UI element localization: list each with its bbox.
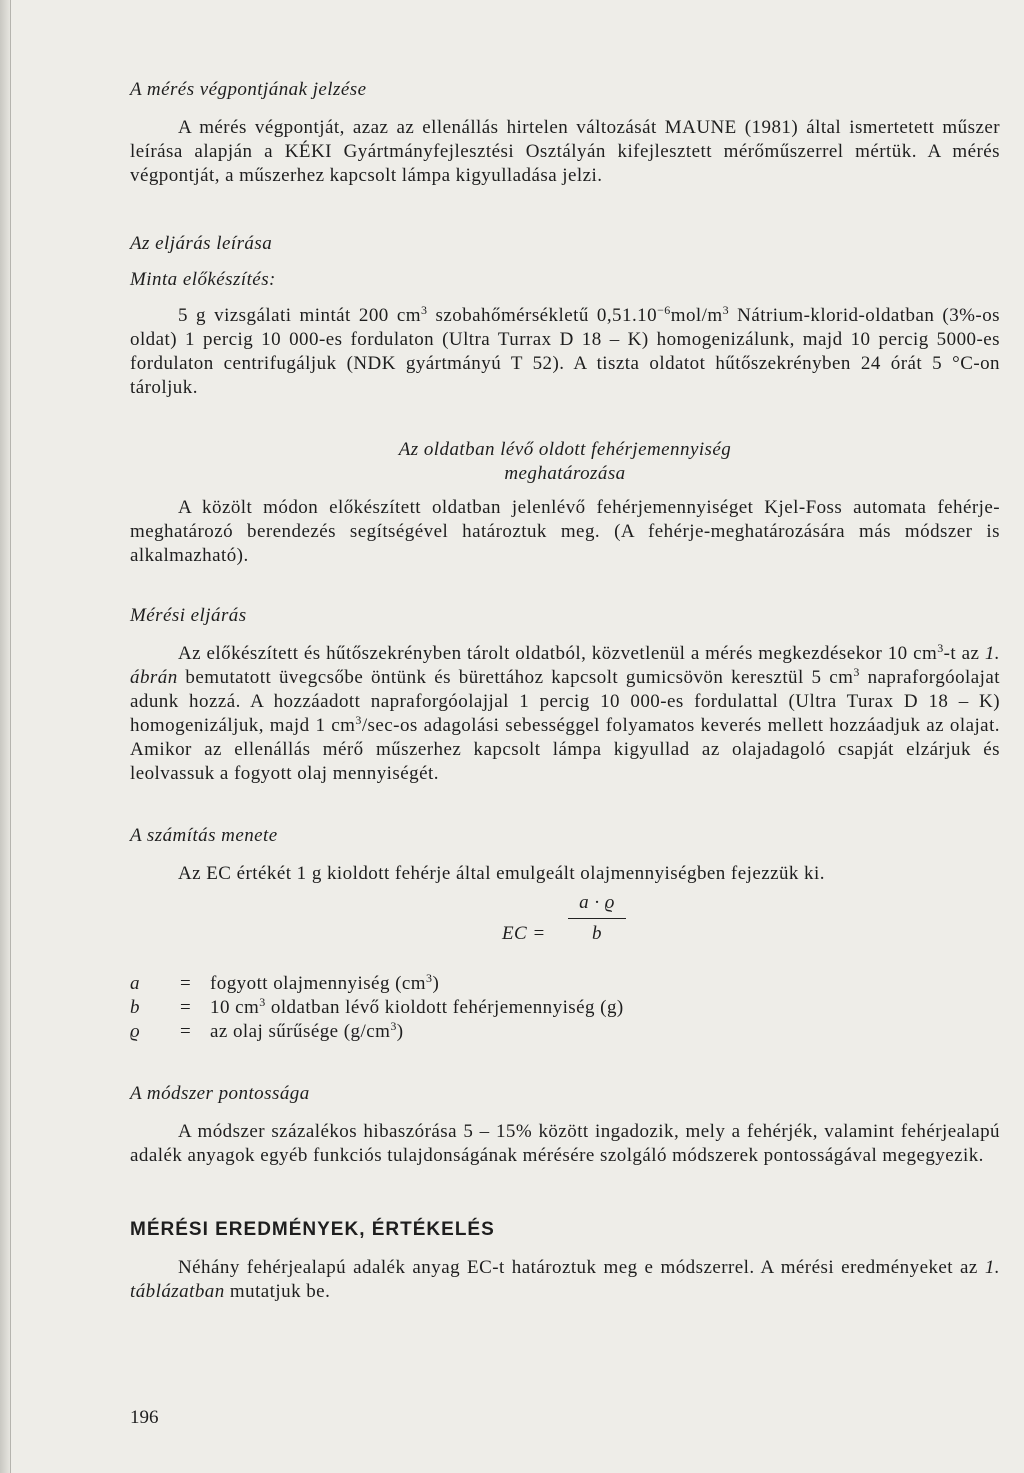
- section-title-accuracy: A módszer pontossága: [130, 1083, 310, 1104]
- variable-legend: [130, 972, 1000, 1044]
- section-title-protein-line1: Az oldatban lévő oldott fehérjemennyiség: [398, 439, 732, 460]
- paragraph-protein: A közölt módon előkészített oldatban jelenlévő fehérjemennyiséget Kjel-Foss automata fehérje-meghatározó berendezés segítségével határoztuk meg. (A fehérje-meghatározására más módszer is alkalmazható).: [130, 497, 1000, 566]
- legend-row: ϱ = az olaj sűrűsége $(g/cm^3)$: [130, 1019, 404, 1042]
- subtitle-sample-prep: Minta előkészítés:: [130, 269, 276, 290]
- section-title-procedure: Az eljárás leírása: [130, 233, 273, 254]
- section-title-measurement: Mérési eljárás: [130, 605, 247, 626]
- formula-fraction: [566, 886, 628, 949]
- section-title-endpoint: A mérés végpontjának jelzése: [130, 79, 367, 100]
- paragraph-accuracy: A módszer százalékos hibaszórása 5 – 15% között ingadozik, mely a fehérjék, valamint fehérjealapú adalék anyagok egyéb funkciós tulajdonságának mérésére szolgáló módszerek pontosságával megegyezik.: [130, 1121, 1000, 1166]
- page-content: [130, 78, 1000, 1304]
- table-reference: 1. táblázatban: [130, 1257, 1000, 1302]
- page-number: 196: [130, 1407, 159, 1428]
- paragraph-results: Néhány fehérjealapú adalék anyag EC-t határoztuk meg e módszerrel. A mérési eredményeket az 1. táblázatban mutatjuk be.: [130, 1257, 1000, 1302]
- paragraph-endpoint: A mérés végpontját, azaz az ellenállás hirtelen változását MAUNE (1981) által ismertetett műszer leírása alapján a KÉKI Gyártmányfejlesztési Osztályán kifejlesztett mérőműszerrel mértük. A mérés végpontját, a műszerhez kapcsolt lámpa kigyulladása jelzi.: [130, 117, 1000, 186]
- paragraph-measurement: Az előkészített és hűtőszekrényben tárolt oldatból, közvetlenül a mérés megkezdésekor 10 $cm^3-t$ az 1. ábrán bemutatott üvegcsőbe öntünk és bürettához kapcsolt gumicsövön keresztül 5 $cm^3$ napraforgóolajat adunk hozzá. A hozzáadott napraforgóolajjal 1 percig 10 000-es fordulattal (Ultra Turax D 18 – K) homogenizáljuk, majd 1 $cm^3/\sec-os$ adagolási sebességgel folyamatos keverés mellett hozzáadjuk az olajat. Amikor az ellenállás mérő műszerhez kapcsolt lámpa kigyullad az olajadagoló csapját elzárjuk és leolvassuk a fogyott olaj mennyiségét.: [130, 641, 1001, 784]
- section-title-calculation: A számítás menete: [130, 825, 278, 846]
- ec-formula: [130, 886, 1000, 960]
- formula-lhs: EC =: [502, 923, 546, 944]
- legend-row: b = 10 $cm^3$ oldatban lévő kioldott fehérjemennyiség (g): [130, 995, 624, 1018]
- paragraph-calculation: Az EC értékét 1 g kioldott fehérje által emulgeált olajmennyiségben fejezzük ki.: [178, 863, 825, 884]
- figure-reference: 1. ábrán: [130, 643, 1000, 688]
- formula-numerator: a · ϱ: [579, 892, 615, 913]
- legend-row: a = fogyott olajmennyiség $(cm^3)$: [130, 971, 440, 994]
- section-title-protein-line2: meghatározása: [504, 463, 626, 484]
- paragraph-sample-prep: 5 g vizsgálati mintát 200 $cm^3$ szobahőmérsékletű $0,51.10^{-6}mol/m^3$ Nátrium-klorid-oldatban (3%-os oldat) 1 percig 10 000-es fordulaton (Ultra Turrax D 18 – K) homogenizálunk, majd 10 percig 5000-es fordulaton centrifugáljuk (NDK gyártmányú T 52). A tiszta oldatot hűtőszekrényben 24 órát 5 °C-on tároljuk.: [130, 303, 1000, 398]
- book-spine-edge: [0, 0, 11, 1473]
- section-title-results: MÉRÉSI EREDMÉNYEK, ÉRTÉKELÉS: [130, 1219, 495, 1240]
- formula-denominator: b: [592, 923, 602, 944]
